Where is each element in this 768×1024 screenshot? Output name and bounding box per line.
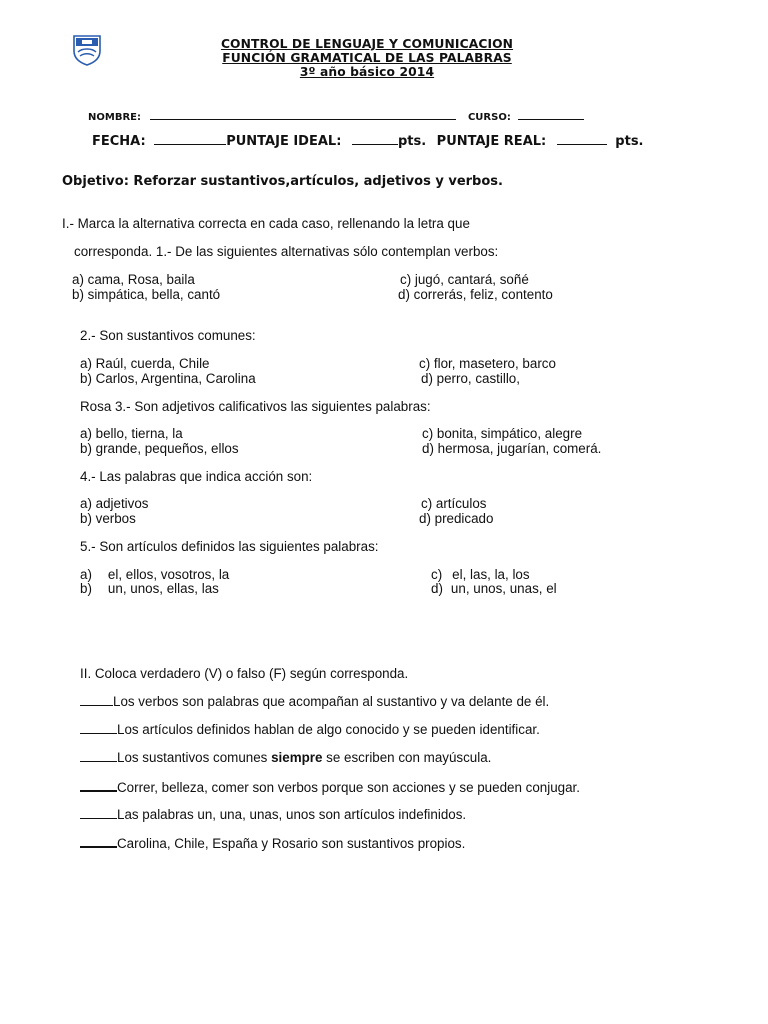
q5-option-b-letter: b) (80, 581, 92, 596)
worksheet-title: CONTROL DE LENGUAJE Y COMUNICACION (220, 37, 514, 51)
objective-text: Objetivo: Reforzar sustantivos,artículos, adjetivos y verbos. (62, 174, 503, 189)
q5-option-c[interactable] (431, 567, 530, 582)
q3-option-c[interactable]: c) bonita, simpático, alegre (422, 426, 583, 441)
worksheet-subtitle: FUNCIÓN GRAMATICAL DE LAS PALABRAS (222, 51, 512, 65)
q5-option-d-letter: d) (431, 581, 443, 596)
statement-3-text-before: Los sustantivos comunes (117, 750, 272, 765)
q3-option-d[interactable]: d) hermosa, jugarían, comerá. (422, 441, 602, 456)
puntaje-ideal-blank[interactable] (352, 133, 398, 145)
worksheet-grade: 3º año básico 2014 (299, 65, 435, 79)
statement-2-text: Los artículos definidos hablan de algo conocido y se pueden identificar. (117, 722, 540, 737)
q2-prompt: 2.- Son sustantivos comunes: (80, 328, 256, 343)
q5-option-b-text: un, unos, ellas, las (107, 581, 219, 596)
answer-blank-1[interactable] (80, 693, 113, 706)
answer-blank-2[interactable] (80, 721, 117, 734)
statement-5 (80, 806, 466, 822)
q1-option-a[interactable]: a) cama, Rosa, baila (72, 272, 195, 287)
statement-4-text: Correr, belleza, comer son verbos porque son acciones y se pueden conjugar. (117, 780, 580, 795)
q5-option-a-text: el, ellos, vosotros, la (107, 567, 230, 582)
pts-label-2: pts. (615, 134, 644, 149)
nombre-label: NOMBRE: (88, 112, 141, 123)
statement-3-text-after: se escriben con mayúscula. (322, 750, 492, 765)
q5-option-d-text: un, unos, unas, el (450, 581, 557, 596)
q2-option-d[interactable]: d) perro, castillo, (421, 371, 520, 386)
q4-option-a[interactable]: a) adjetivos (80, 496, 149, 511)
answer-blank-5[interactable] (80, 806, 117, 819)
q3-option-a[interactable]: a) bello, tierna, la (80, 426, 183, 441)
q3-prompt: Rosa 3.- Son adjetivos calificativos las siguientes palabras: (80, 399, 431, 414)
q2-option-a[interactable]: a) Raúl, cuerda, Chile (80, 356, 210, 371)
q4-option-c[interactable]: c) artículos (421, 496, 487, 511)
answer-blank-3[interactable] (80, 749, 117, 762)
q5-prompt: 5.- Son artículos definidos las siguientes palabras: (80, 539, 379, 554)
q5-option-b[interactable] (80, 581, 219, 596)
statement-3-keyword: siempre (271, 750, 323, 765)
q4-option-d[interactable]: d) predicado (419, 511, 494, 526)
q5-option-a-letter: a) (80, 567, 92, 582)
q1-option-b[interactable]: b) simpática, bella, cantó (72, 287, 221, 302)
fecha-label: FECHA: (92, 134, 146, 149)
q2-option-c[interactable]: c) flor, masetero, barco (419, 356, 556, 371)
puntaje-real-blank[interactable] (557, 133, 607, 145)
q2-option-b[interactable]: b) Carlos, Argentina, Carolina (80, 371, 256, 386)
statement-2 (80, 721, 540, 737)
q3-option-b[interactable]: b) grande, pequeños, ellos (80, 441, 239, 456)
nombre-row (88, 108, 584, 123)
section1-intro-line1: I.- Marca la alternativa correcta en cada caso, rellenando la letra que (62, 216, 470, 231)
curso-label: CURSO: (467, 112, 511, 123)
answer-blank-6[interactable] (80, 834, 117, 848)
statement-1 (80, 693, 549, 709)
q4-prompt: 4.- Las palabras que indica acción son: (80, 469, 313, 484)
q1-option-c[interactable]: c) jugó, cantará, soñé (400, 272, 529, 287)
q4-option-b[interactable]: b) verbos (80, 511, 136, 526)
statement-1-text: Los verbos son palabras que acompañan al sustantivo y va delante de él. (113, 694, 550, 709)
q5-option-a[interactable] (80, 567, 229, 582)
section1-intro-line2: corresponda. 1.- De las siguientes alternativas sólo contemplan verbos: (74, 244, 499, 259)
curso-blank[interactable] (518, 108, 584, 120)
q5-option-c-letter: c) (431, 567, 443, 582)
q5-option-c-text: el, las, la, los (452, 567, 530, 582)
statement-5-text: Las palabras un, una, unas, unos son artículos indefinidos. (117, 807, 467, 822)
puntaje-real-label: PUNTAJE REAL: (436, 134, 547, 149)
pts-label-1: pts. (397, 134, 427, 149)
puntaje-ideal-label: PUNTAJE IDEAL: (226, 134, 342, 149)
fecha-row (92, 133, 644, 149)
statement-3 (80, 749, 491, 765)
statement-6-text: Carolina, Chile, España y Rosario son sustantivos propios. (117, 836, 466, 851)
nombre-blank[interactable] (150, 108, 456, 120)
section2-title: II. Coloca verdadero (V) o falso (F) según corresponda. (80, 666, 409, 681)
statement-6 (80, 834, 465, 851)
answer-blank-4[interactable] (80, 778, 117, 792)
fecha-blank[interactable] (154, 133, 226, 145)
q5-option-d[interactable] (431, 581, 557, 596)
statement-4 (80, 778, 580, 795)
q1-option-d[interactable]: d) correrás, feliz, contento (398, 287, 553, 302)
